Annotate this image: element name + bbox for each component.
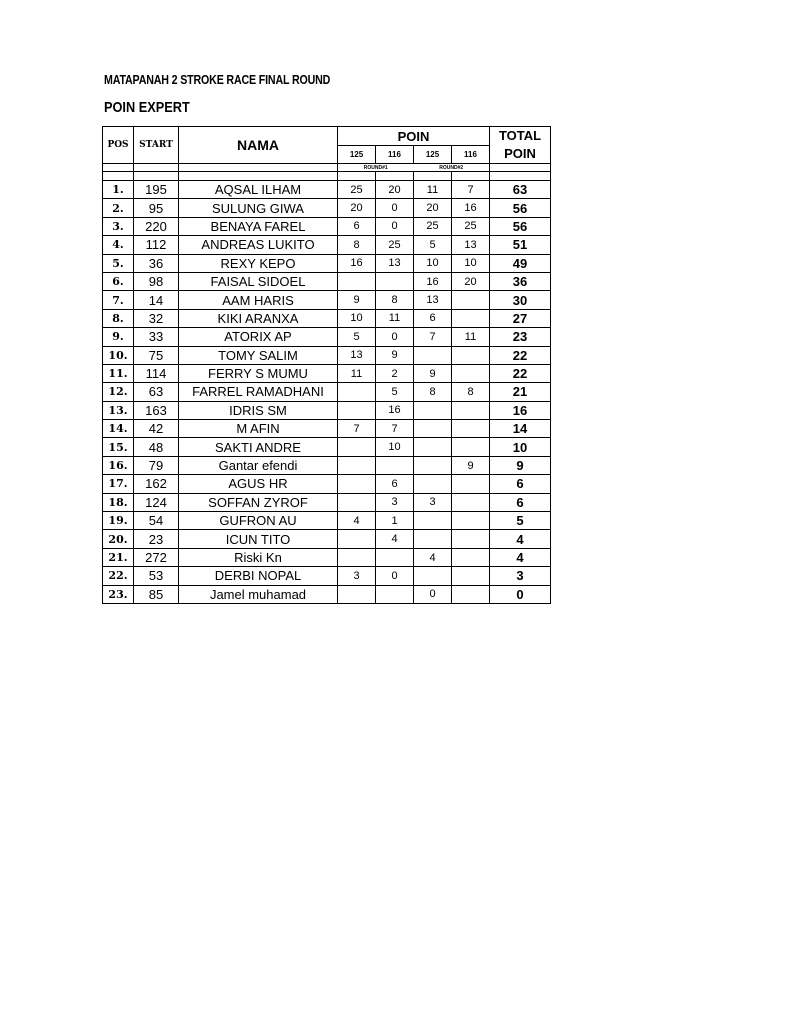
- table-row: [103, 272, 551, 290]
- round1-116-cell: [376, 456, 414, 474]
- name-cell: SULUNG GIWA: [179, 199, 338, 217]
- start-cell: 42: [134, 420, 179, 438]
- gap-cell: [452, 172, 490, 181]
- table-row: [103, 364, 551, 382]
- gap-cell: [414, 172, 452, 181]
- round1-116-cell: 20: [376, 181, 414, 199]
- round-2-label: ROUND#2: [414, 164, 490, 172]
- header-sub-3: 125: [414, 146, 452, 164]
- total-cell: 23: [490, 328, 551, 346]
- round-spacer-pos: [103, 164, 134, 172]
- start-cell: 33: [134, 328, 179, 346]
- start-cell: 220: [134, 217, 179, 235]
- total-cell: 21: [490, 383, 551, 401]
- start-cell: 14: [134, 291, 179, 309]
- total-cell: 4: [490, 548, 551, 566]
- round1-125-cell: 10: [338, 309, 376, 327]
- round1-125-cell: [338, 530, 376, 548]
- results-table: [102, 126, 551, 604]
- round-spacer-total: [490, 164, 551, 172]
- table-row: [103, 530, 551, 548]
- pos-cell: 13.: [103, 401, 134, 419]
- round2-116-cell: 16: [452, 199, 490, 217]
- name-cell: KIKI ARANXA: [179, 309, 338, 327]
- round1-116-cell: [376, 272, 414, 290]
- pos-cell: 19.: [103, 512, 134, 530]
- pos-cell: 22.: [103, 567, 134, 585]
- start-cell: 98: [134, 272, 179, 290]
- round2-125-cell: 11: [414, 181, 452, 199]
- round1-116-cell: [376, 585, 414, 603]
- round1-116-cell: 0: [376, 217, 414, 235]
- round2-116-cell: [452, 346, 490, 364]
- pos-cell: 15.: [103, 438, 134, 456]
- round-spacer-start: [134, 164, 179, 172]
- table-row: [103, 383, 551, 401]
- name-cell: IDRIS SM: [179, 401, 338, 419]
- table-row: [103, 475, 551, 493]
- header-sub-2: 116: [376, 146, 414, 164]
- table-row: [103, 401, 551, 419]
- round2-125-cell: [414, 530, 452, 548]
- round2-125-cell: 7: [414, 328, 452, 346]
- total-cell: 36: [490, 272, 551, 290]
- pos-cell: 11.: [103, 364, 134, 382]
- total-cell: 22: [490, 364, 551, 382]
- round1-116-cell: 9: [376, 346, 414, 364]
- round1-116-cell: 4: [376, 530, 414, 548]
- round1-116-cell: 25: [376, 236, 414, 254]
- round1-125-cell: 20: [338, 199, 376, 217]
- total-cell: 9: [490, 456, 551, 474]
- name-cell: REXY KEPO: [179, 254, 338, 272]
- total-cell: 56: [490, 217, 551, 235]
- total-cell: 49: [490, 254, 551, 272]
- round1-116-cell: 0: [376, 328, 414, 346]
- round1-116-cell: [376, 548, 414, 566]
- table-row: [103, 181, 551, 199]
- table-row: [103, 199, 551, 217]
- round2-116-cell: 11: [452, 328, 490, 346]
- round1-125-cell: [338, 585, 376, 603]
- round1-116-cell: 0: [376, 199, 414, 217]
- round2-116-cell: [452, 291, 490, 309]
- pos-cell: 2.: [103, 199, 134, 217]
- name-cell: ICUN TITO: [179, 530, 338, 548]
- round2-116-cell: [452, 309, 490, 327]
- total-cell: 10: [490, 438, 551, 456]
- total-cell: 4: [490, 530, 551, 548]
- pos-cell: 4.: [103, 236, 134, 254]
- gap-cell: [338, 172, 376, 181]
- total-cell: 5: [490, 512, 551, 530]
- header-total-line2: POIN: [504, 146, 536, 161]
- header-poin: POIN: [338, 127, 490, 146]
- round2-116-cell: 10: [452, 254, 490, 272]
- table-row: [103, 438, 551, 456]
- table-row: [103, 585, 551, 603]
- total-cell: 16: [490, 401, 551, 419]
- round1-125-cell: [338, 548, 376, 566]
- start-cell: 36: [134, 254, 179, 272]
- round1-125-cell: [338, 401, 376, 419]
- round1-116-cell: 10: [376, 438, 414, 456]
- round1-125-cell: 8: [338, 236, 376, 254]
- table-row: [103, 548, 551, 566]
- total-cell: 14: [490, 420, 551, 438]
- round2-116-cell: [452, 512, 490, 530]
- pos-cell: 21.: [103, 548, 134, 566]
- round2-116-cell: 25: [452, 217, 490, 235]
- round1-125-cell: 25: [338, 181, 376, 199]
- table-row: [103, 346, 551, 364]
- total-cell: 30: [490, 291, 551, 309]
- round1-125-cell: 5: [338, 328, 376, 346]
- name-cell: FERRY S MUMU: [179, 364, 338, 382]
- name-cell: GUFRON AU: [179, 512, 338, 530]
- document-title: MATAPANAH 2 STROKE RACE FINAL ROUND: [104, 72, 331, 87]
- round1-125-cell: 7: [338, 420, 376, 438]
- round2-116-cell: [452, 530, 490, 548]
- header-start: START: [134, 127, 179, 164]
- round2-125-cell: [414, 475, 452, 493]
- round1-125-cell: 9: [338, 291, 376, 309]
- round2-125-cell: 13: [414, 291, 452, 309]
- round1-125-cell: 13: [338, 346, 376, 364]
- round1-116-cell: 6: [376, 475, 414, 493]
- gap-cell: [376, 172, 414, 181]
- round2-125-cell: 0: [414, 585, 452, 603]
- table-row: [103, 328, 551, 346]
- pos-cell: 14.: [103, 420, 134, 438]
- round1-116-cell: 8: [376, 291, 414, 309]
- start-cell: 272: [134, 548, 179, 566]
- start-cell: 75: [134, 346, 179, 364]
- pos-cell: 16.: [103, 456, 134, 474]
- round2-125-cell: 20: [414, 199, 452, 217]
- round1-116-cell: 1: [376, 512, 414, 530]
- pos-cell: 3.: [103, 217, 134, 235]
- round1-125-cell: [338, 272, 376, 290]
- total-cell: 0: [490, 585, 551, 603]
- total-cell: 3: [490, 567, 551, 585]
- table-row: [103, 217, 551, 235]
- round2-116-cell: [452, 438, 490, 456]
- round2-125-cell: [414, 346, 452, 364]
- round2-125-cell: 16: [414, 272, 452, 290]
- name-cell: FAISAL SIDOEL: [179, 272, 338, 290]
- round2-125-cell: [414, 512, 452, 530]
- start-cell: 48: [134, 438, 179, 456]
- round1-125-cell: 16: [338, 254, 376, 272]
- round1-116-cell: 5: [376, 383, 414, 401]
- table-row: [103, 512, 551, 530]
- round2-116-cell: [452, 548, 490, 566]
- round2-116-cell: [452, 364, 490, 382]
- header-total: [490, 127, 551, 164]
- start-cell: 23: [134, 530, 179, 548]
- total-cell: 27: [490, 309, 551, 327]
- start-cell: 53: [134, 567, 179, 585]
- round2-116-cell: 9: [452, 456, 490, 474]
- round2-125-cell: [414, 438, 452, 456]
- round2-125-cell: [414, 567, 452, 585]
- round2-116-cell: [452, 493, 490, 511]
- round2-125-cell: [414, 456, 452, 474]
- name-cell: Gantar efendi: [179, 456, 338, 474]
- start-cell: 162: [134, 475, 179, 493]
- round2-125-cell: 10: [414, 254, 452, 272]
- round2-116-cell: 20: [452, 272, 490, 290]
- name-cell: DERBI NOPAL: [179, 567, 338, 585]
- header-sub-1: 125: [338, 146, 376, 164]
- name-cell: Jamel muhamad: [179, 585, 338, 603]
- start-cell: 54: [134, 512, 179, 530]
- pos-cell: 10.: [103, 346, 134, 364]
- table-row: [103, 493, 551, 511]
- gap-cell: [490, 172, 551, 181]
- document-subtitle: POIN EXPERT: [104, 99, 190, 116]
- pos-cell: 18.: [103, 493, 134, 511]
- table-row: [103, 567, 551, 585]
- name-cell: AQSAL ILHAM: [179, 181, 338, 199]
- round2-125-cell: 3: [414, 493, 452, 511]
- table-row: [103, 236, 551, 254]
- total-cell: 56: [490, 199, 551, 217]
- pos-cell: 8.: [103, 309, 134, 327]
- round2-125-cell: 6: [414, 309, 452, 327]
- round2-116-cell: 7: [452, 181, 490, 199]
- round1-125-cell: [338, 383, 376, 401]
- round2-125-cell: 5: [414, 236, 452, 254]
- table-row: [103, 420, 551, 438]
- table-row: [103, 291, 551, 309]
- name-cell: SOFFAN ZYROF: [179, 493, 338, 511]
- pos-cell: 1.: [103, 181, 134, 199]
- round1-125-cell: [338, 438, 376, 456]
- table-row: [103, 456, 551, 474]
- round-1-label: ROUND#1: [338, 164, 414, 172]
- round2-125-cell: [414, 401, 452, 419]
- round1-125-cell: 6: [338, 217, 376, 235]
- pos-cell: 7.: [103, 291, 134, 309]
- round2-116-cell: [452, 475, 490, 493]
- header-nama: NAMA: [179, 127, 338, 164]
- start-cell: 95: [134, 199, 179, 217]
- round2-125-cell: 25: [414, 217, 452, 235]
- round1-125-cell: 3: [338, 567, 376, 585]
- round1-125-cell: 11: [338, 364, 376, 382]
- round1-125-cell: [338, 456, 376, 474]
- pos-cell: 5.: [103, 254, 134, 272]
- start-cell: 114: [134, 364, 179, 382]
- round1-125-cell: [338, 475, 376, 493]
- round2-116-cell: 13: [452, 236, 490, 254]
- name-cell: Riski Kn: [179, 548, 338, 566]
- total-cell: 6: [490, 493, 551, 511]
- name-cell: FARREL RAMADHANI: [179, 383, 338, 401]
- round1-116-cell: 7: [376, 420, 414, 438]
- start-cell: 163: [134, 401, 179, 419]
- table-row: [103, 254, 551, 272]
- start-cell: 79: [134, 456, 179, 474]
- pos-cell: 23.: [103, 585, 134, 603]
- round1-116-cell: 2: [376, 364, 414, 382]
- pos-cell: 20.: [103, 530, 134, 548]
- start-cell: 32: [134, 309, 179, 327]
- round2-116-cell: [452, 567, 490, 585]
- total-cell: 22: [490, 346, 551, 364]
- round2-125-cell: 8: [414, 383, 452, 401]
- round1-116-cell: 3: [376, 493, 414, 511]
- name-cell: AGUS HR: [179, 475, 338, 493]
- round1-116-cell: 0: [376, 567, 414, 585]
- round1-125-cell: 4: [338, 512, 376, 530]
- total-cell: 63: [490, 181, 551, 199]
- pos-cell: 9.: [103, 328, 134, 346]
- round2-116-cell: [452, 585, 490, 603]
- pos-cell: 6.: [103, 272, 134, 290]
- name-cell: SAKTI ANDRE: [179, 438, 338, 456]
- pos-cell: 12.: [103, 383, 134, 401]
- table-row: [103, 309, 551, 327]
- round1-116-cell: 13: [376, 254, 414, 272]
- name-cell: BENAYA FAREL: [179, 217, 338, 235]
- start-cell: 85: [134, 585, 179, 603]
- start-cell: 195: [134, 181, 179, 199]
- round-spacer-nama: [179, 164, 338, 172]
- start-cell: 63: [134, 383, 179, 401]
- name-cell: AAM HARIS: [179, 291, 338, 309]
- round1-116-cell: 16: [376, 401, 414, 419]
- gap-cell: [179, 172, 338, 181]
- name-cell: M AFIN: [179, 420, 338, 438]
- total-cell: 51: [490, 236, 551, 254]
- header-total-line1: TOTAL: [498, 128, 542, 143]
- round2-125-cell: [414, 420, 452, 438]
- header-sub-4: 116: [452, 146, 490, 164]
- name-cell: ATORIX AP: [179, 328, 338, 346]
- name-cell: TOMY SALIM: [179, 346, 338, 364]
- gap-cell: [134, 172, 179, 181]
- start-cell: 124: [134, 493, 179, 511]
- round2-116-cell: 8: [452, 383, 490, 401]
- round2-125-cell: 9: [414, 364, 452, 382]
- name-cell: ANDREAS LUKITO: [179, 236, 338, 254]
- header-pos: POS: [103, 127, 134, 164]
- round1-125-cell: [338, 493, 376, 511]
- start-cell: 112: [134, 236, 179, 254]
- total-cell: 6: [490, 475, 551, 493]
- gap-cell: [103, 172, 134, 181]
- round2-116-cell: [452, 420, 490, 438]
- pos-cell: 17.: [103, 475, 134, 493]
- round2-116-cell: [452, 401, 490, 419]
- round2-125-cell: 4: [414, 548, 452, 566]
- round1-116-cell: 11: [376, 309, 414, 327]
